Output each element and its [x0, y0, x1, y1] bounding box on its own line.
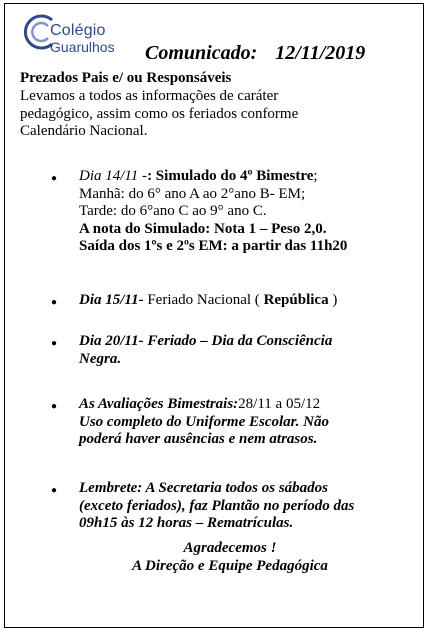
intro-line: pedagógico, assim como os feriados conforme	[20, 105, 299, 122]
school-logo	[22, 12, 142, 55]
item-line: Manhã: do 6° ano A ao 2°ano B- EM;	[79, 185, 306, 202]
list-item	[79, 292, 419, 310]
item-line: Tarde: do 6°ano C ao 9° ano C.	[79, 203, 267, 219]
item-text: Feriado Nacional (	[143, 292, 264, 308]
title-label: Comunicado:	[145, 42, 258, 64]
item-line: 09h15 às 12 horas – Rematrículas.	[79, 515, 294, 531]
item-line: Lembrete: A Secretaria todos os sábados	[79, 480, 329, 496]
item-title: : Simulado do 4º Bimestre	[147, 168, 314, 184]
item-date: Dia 14/11 -	[79, 168, 148, 184]
logo-line-2: Guarulhos	[50, 39, 115, 55]
greeting: Prezados Pais e/ ou Responsáveis	[20, 70, 232, 86]
bullet-icon: ●	[51, 338, 58, 349]
item-bold: República	[263, 292, 329, 308]
list-item	[79, 396, 419, 449]
bullet-icon: ●	[51, 485, 58, 496]
item-line: Negra.	[79, 350, 122, 367]
item-line: A nota do Simulado: Nota 1 – Peso 2,0.	[79, 220, 327, 237]
item-line: (exceto feriados), faz Plantão no período das	[79, 497, 355, 514]
item-punct: ;	[313, 168, 318, 184]
list-item	[79, 480, 419, 533]
list-item	[79, 333, 419, 368]
bullet-icon: ●	[51, 173, 58, 184]
item-end: )	[328, 292, 338, 308]
page-title	[145, 42, 365, 65]
item-line: poderá haver ausências e nem atrasos.	[79, 431, 318, 447]
logo-line-1: Colégio	[50, 22, 106, 39]
bullet-icon: ●	[51, 297, 58, 308]
item-date: Dia 15/11-	[79, 292, 144, 308]
closing-thanks: Agradecemos !	[183, 540, 277, 556]
item-text: 28/11 a 05/12	[238, 396, 321, 412]
item-line: Dia 20/11- Feriado – Dia da Consciência	[79, 333, 333, 349]
intro-line: Levamos a todos as informações de caráter	[20, 88, 279, 104]
closing	[40, 540, 420, 575]
intro-line: Calendário Nacional.	[20, 123, 148, 139]
intro-paragraph	[20, 88, 390, 141]
bullet-icon: ●	[51, 401, 58, 412]
list-item	[79, 168, 419, 256]
item-line: Uso completo do Uniforme Escolar. Não	[79, 413, 329, 430]
item-line: Saída dos 1ºs e 2ºs EM: a partir das 11h20	[79, 238, 348, 254]
item-date: As Avaliações Bimestrais:	[79, 396, 239, 412]
closing-signature: A Direção e Equipe Pedagógica	[132, 557, 328, 574]
title-date: 12/11/2019	[275, 42, 366, 64]
